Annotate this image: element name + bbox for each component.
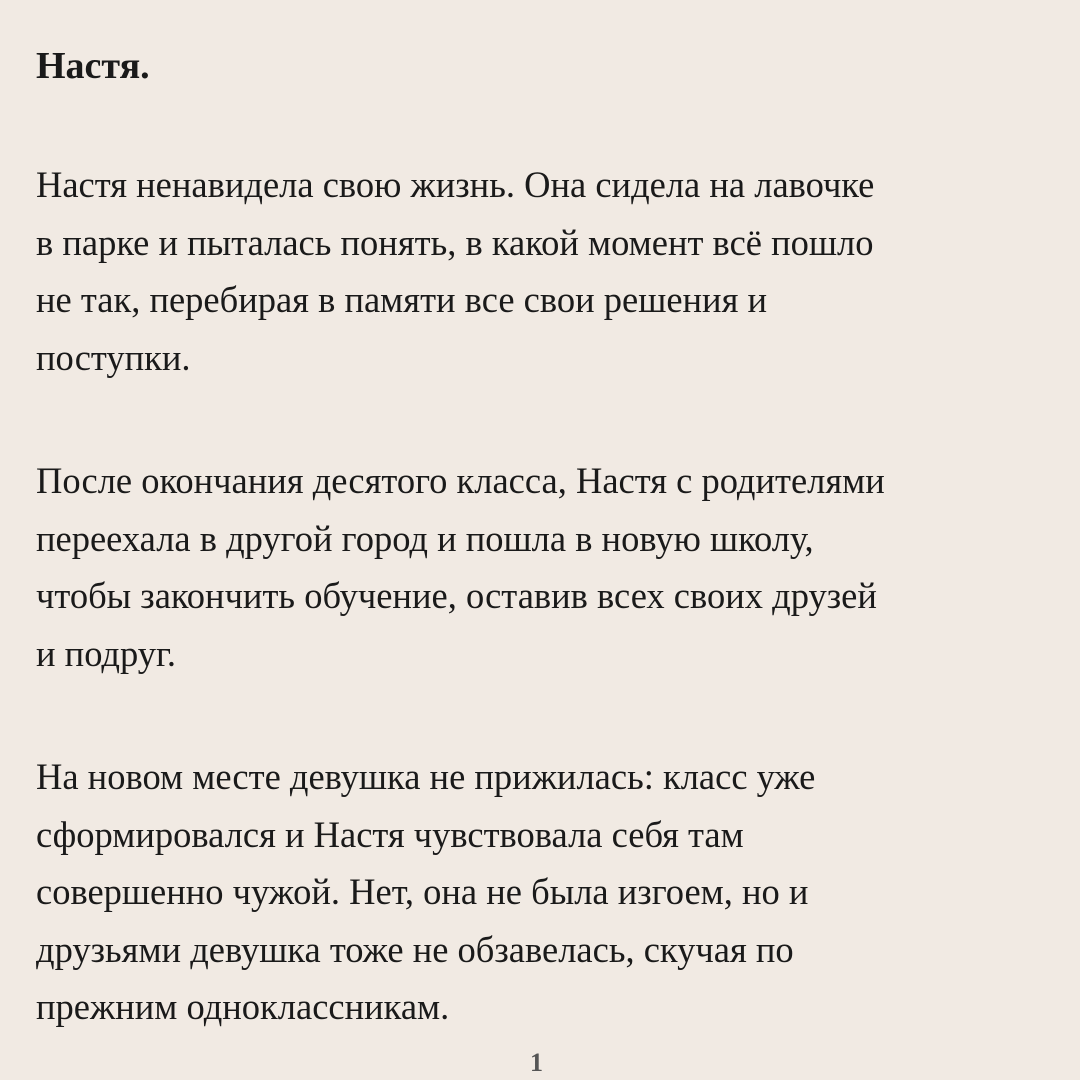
text-line: прежним одноклассникам. (36, 986, 450, 1027)
text-line: и подруг. (36, 632, 176, 674)
text-line: в парке и пыталась понять, в какой момент всё пошло (36, 221, 874, 263)
text-line: переехала в другой город и пошла в новую школу, (36, 517, 814, 559)
text-line: не так, перебирая в памяти все свои решения и (36, 279, 768, 320)
text-line: друзьями девушка тоже не обзавелась, скучая по (36, 928, 794, 970)
text-line: чтобы закончить обучение, оставив всех своих друзей (36, 575, 877, 616)
paragraph-1 (36, 156, 874, 386)
text-line: совершенно чужой. Нет, она не была изгоем, но и (36, 871, 809, 912)
text-line: сформировался и Настя чувствовала себя там (36, 813, 744, 855)
text-line: поступки. (36, 336, 191, 378)
page-number: 1 (530, 1048, 543, 1077)
page-title: Настя. (36, 45, 150, 87)
text-line: Настя ненавидела свою жизнь. Она сидела на лавочке (36, 164, 875, 205)
text-line: На новом месте девушка не прижилась: класс уже (36, 756, 816, 797)
text-line: После окончания десятого класса, Настя с родителями (36, 460, 885, 501)
paragraph-2 (36, 452, 885, 682)
paragraph-3 (36, 748, 815, 1036)
